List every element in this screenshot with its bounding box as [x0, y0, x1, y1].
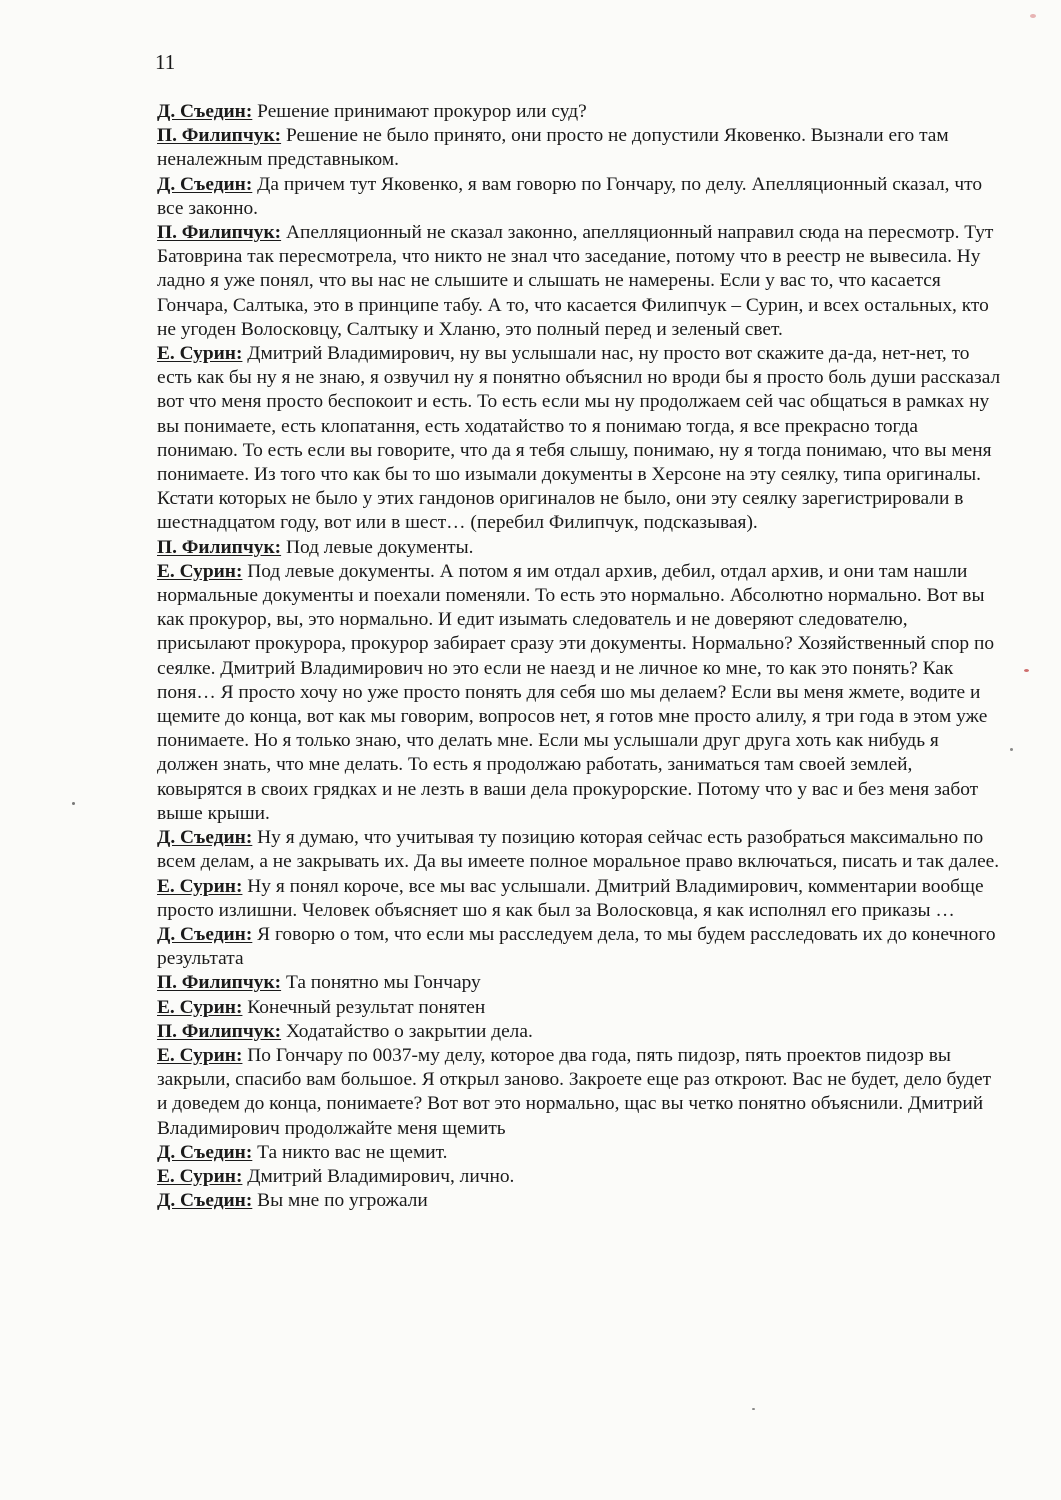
speaker-name: Д. Съедин:	[157, 1141, 253, 1163]
transcript-entry	[157, 1020, 1002, 1044]
speech-text: Я говорю о том, что если мы расследуем дела, то мы будем расследовать их до конечного результата	[157, 923, 996, 970]
speaker-name: П. Филипчук:	[157, 125, 282, 147]
speaker-name: Е. Сурин:	[157, 343, 243, 365]
speech-text: Апелляционный не сказал законно, апелляционный направил сюда на пересмотр. Тут Батоврина так пересмотрела, что никто не знал что заседание, потому что в реестр не вывесила. Ну ладно я уже понял, что вы нас не слышите и слышать не намерены. Если у вас то, что касается Гончара, Салтыка, это в принципе табу. А то, что касается Филипчук – Сурин, и всех остальных, кто не угоден Волосковцу, Салтыку и Хланю, это полный перед и зеленый свет.	[157, 222, 994, 340]
transcript-entry	[157, 536, 1002, 560]
scan-speck	[72, 802, 75, 805]
speaker-name: Е. Сурин:	[157, 875, 243, 897]
speech-text: Дмитрий Владимирович, ну вы услышали нас, ну просто вот скажите да-да, нет-нет, то есть как бы ну я не знаю, я озвучил ну я понятно объяснил но вроди бы я просто боль души рассказал вот что меня просто беспокоит и есть. То есть если мы ну продолжаем сей час общаться в рамках ну вы понимаете, есть клопатання, есть ходатайство то я понимаю тогда, я все прекрасно тогда понимаю. То есть если вы говорите, что да я тебя слышу, понимаю, ну я тогда понимаю, что вы меня понимаете. Из того что как бы то шо изымали документы в Херсоне на эту сеялку, типа оригиналы. Кстати которых не было у этих гандонов оригиналов не было, они эту сеялку зарегистрировали в шестнадцатом году, вот или в шест… (перебил Филипчук, подсказывая).	[157, 343, 1001, 534]
speaker-name: П. Филипчук:	[157, 1020, 282, 1042]
scan-speck	[1024, 669, 1029, 672]
speaker-name: П. Филипчук:	[157, 972, 282, 994]
speech-text: Дмитрий Владимирович, лично.	[247, 1165, 515, 1187]
speech-text: Вы мне по угрожали	[257, 1190, 428, 1212]
speech-text: Ходатайство о закрытии дела.	[285, 1020, 533, 1042]
speaker-name: Д. Съедин:	[157, 827, 253, 849]
scan-speck	[752, 1408, 755, 1410]
speech-text: Ну я думаю, что учитывая ту позицию которая сейчас есть разобраться максимально по всем делам, а не закрывать их. Да вы имеете полное моральное право включаться, писать и так далее.	[157, 827, 1000, 873]
transcript-entry	[157, 875, 1002, 923]
speaker-name: П. Филипчук:	[157, 536, 282, 558]
speech-text: Та никто вас не щемит.	[257, 1141, 448, 1163]
transcript-entry	[157, 560, 1002, 826]
scan-speck	[1010, 748, 1013, 751]
transcript-entry	[157, 1189, 1002, 1213]
speech-text: Решение принимают прокурор или суд?	[257, 101, 587, 122]
speech-text: Решение не было принято, они просто не допустили Яковенко. Вызнали его там неналежным представныком.	[157, 125, 949, 171]
transcript-entry	[157, 124, 1002, 172]
speaker-name: Д. Съедин:	[157, 173, 253, 195]
transcript	[157, 100, 1002, 1213]
transcript-entry	[157, 173, 1002, 221]
transcript-entry	[157, 1141, 1002, 1165]
transcript-entry	[157, 1165, 1002, 1189]
speech-text: Под левые документы. А потом я им отдал архив, дебил, отдал архив, и они там нашли нормальные документы и поехали поменяли. То есть это нормально. Абсолютно нормально. Вот вы как прокурор, вы, это нормально. И едит изымать следователь и не доверяют следователю, присылают прокурора, прокурор забирает сразу эти документы. Нормально? Хозяйственный спор по сеялке. Дмитрий Владимирович но это если не наезд и не личное ко мне, то как это понять? Как поня… Я просто хочу но уже просто понять для себя шо мы делаем? Если вы меня жмете, водите и щемите до конца, вот как мы говорим, вопросов нет, я готов мне просто алилу, я три года в этом уже понимаете. Но я только знаю, что делать мне. Если мы услышали друг друга хоть как нибудь я должен знать, что мне делать. То есть я продолжаю работать, заниматься там своей землей, ковырятся в своих грядках и не лезть в ваши дела прокурорские. Потому что у вас и без меня забот выше крыши.	[157, 560, 995, 824]
speech-text: Ну я понял короче, все мы вас услышали. Дмитрий Владимирович, комментарии вообще просто излишни. Человек объясняет шо я как был за Волосковца, я как исполнял его приказы …	[157, 875, 984, 921]
speech-text: По Гончару по 0037-му делу, которое два года, пять пидозр, пять проектов пидозр вы закрыли, спасибо вам большое. Я открыл заново. Закроете еще раз откроют. Вас не будет, дело будет и доведем до конца, понимаете? Вот вот это нормально, щас вы четко понятно объяснили. Дмитрий Владимирович продолжайте меня щемить	[157, 1044, 992, 1139]
speaker-name: Е. Сурин:	[157, 1044, 243, 1066]
transcript-entry	[157, 996, 1002, 1020]
speaker-name: Е. Сурин:	[157, 560, 243, 582]
speaker-name: Е. Сурин:	[157, 1165, 243, 1187]
speaker-name: Д. Съедин:	[157, 923, 253, 945]
transcript-entry	[157, 826, 1002, 874]
speech-text: Да причем тут Яковенко, я вам говорю по Гончару, по делу. Апелляционный сказал, что все законно.	[157, 173, 983, 219]
scan-speck	[1030, 14, 1036, 18]
speaker-name: П. Филипчук:	[157, 222, 282, 244]
transcript-entry	[157, 221, 1002, 342]
transcript-entry	[157, 1044, 1002, 1141]
transcript-entry	[157, 342, 1002, 536]
page-number: 11	[155, 50, 176, 74]
transcript-entry	[157, 100, 1002, 124]
speech-text: Та понятно мы Гончару	[285, 972, 481, 994]
speech-text: Под левые документы.	[285, 536, 474, 558]
transcript-entry	[157, 923, 1002, 971]
speaker-name: Е. Сурин:	[157, 996, 243, 1018]
speech-text: Конечный результат понятен	[247, 996, 486, 1018]
speaker-name: Д. Съедин:	[157, 101, 253, 122]
transcript-entry	[157, 971, 1002, 995]
speaker-name: Д. Съедин:	[157, 1190, 253, 1212]
